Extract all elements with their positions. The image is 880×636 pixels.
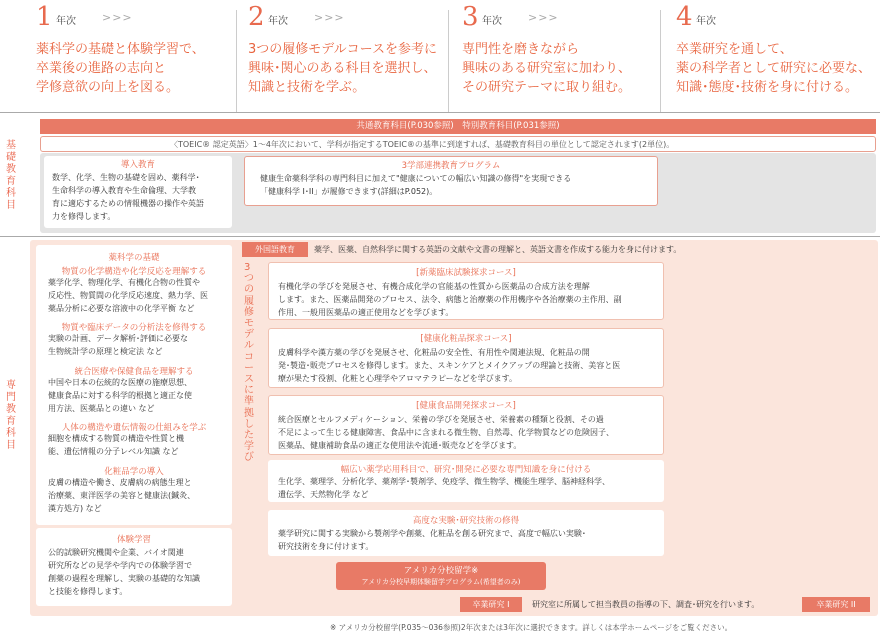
course-title: [新薬臨床試験探求コース] — [416, 268, 516, 278]
left-item-title: 人体の構造や遺伝情報の仕組みを学ぶ — [61, 423, 207, 433]
divider — [660, 10, 661, 112]
course-body: 有機化学の学びを発展させ、有機合成化学の官能基の性質から医薬品の合成方法を理解 します。また、医薬品開発のプロセス、法令、病態と治療薬の作用機序や各治療薬の主作用、副 作用、一般用医薬品の適正使用などを学びます。 — [278, 282, 622, 317]
year-description: 3つの履修モデルコースを参考に 興味･関心のある科目を選択し、 知識と技術を学ぶ。 — [248, 42, 437, 95]
year-description: 卒業研究を通して、 薬の科学者として研究に必要な、 知識･態度･技術を身に付ける。 — [676, 42, 872, 95]
left-item-title: 統合医療や保健食品を理解する — [74, 367, 194, 377]
year-suffix: 年次 — [56, 16, 76, 27]
year-1 — [36, 0, 236, 112]
toeic-text: 〈TOEIC® 認定英語〉1〜4年次において、学科が指定するTOEIC®の基準に到達すれば、基礎教育科目の単位として認定されます(2単位)。 — [170, 140, 675, 149]
year-3 — [462, 0, 662, 112]
divider — [448, 10, 449, 112]
year-suffix: 年次 — [268, 16, 288, 27]
divider — [236, 10, 237, 112]
applied-subjects-title: 幅広い薬学応用科目で、研究･開発に必要な専門知識を身に付ける — [340, 465, 592, 475]
year-description: 専門性を磨きながら 興味のある研究室に加わり、 その研究テーマに取り組む。 — [462, 42, 632, 95]
course-body: 皮膚科学や漢方薬の学びを発展させ、化粧品の安全性、有用性や関連法規、化粧品の開 発･製造･販売プロセスを修得します。また、スキンケアとメイクアップの理論と技術、美容と医 療が果たす役割、化粧と心理学やアロマテラピーなどを学びます。 — [278, 348, 621, 383]
left-item-title: 物質や臨床データの分析法を修得する — [61, 323, 207, 333]
year-2 — [248, 0, 448, 112]
left-item-body: 皮膚の構造や働き、皮膚病の病態生理と 治療薬、東洋医学の美容と健康法(鍼灸、 漢方処方) など — [48, 478, 196, 513]
experience-body: 公的試験研究機関や企業、バイオ関連 研究所などの見学や学内での体験学習で 創薬の過程を理解し、実験の基礎的な知識 と技能を修得します。 — [48, 548, 200, 596]
common-courses-bar: 共通教育科目(P.030参照) 特別教育科目(P.031参照) — [40, 119, 876, 134]
graduation-research-2-badge: 卒業研究 II — [802, 597, 870, 612]
intro-title: 導入教育 — [120, 160, 155, 170]
divider — [0, 236, 880, 237]
left-item-body: 細胞を構成する物質の構造や性質と機 能、遺伝情報の分子レベル知識 など — [48, 434, 184, 456]
left-item-body: 中国や日本の伝統的な医療の施療思想、 健康食品に対する科学的根拠と適正な使 用方法、医薬品との違い など — [48, 378, 192, 413]
arrow-icon: >>> — [314, 11, 345, 24]
left-item-body: 実験の計画、データ解析･評価に必要な 生物統計学の原理と検定法 など — [48, 334, 188, 356]
left-item-body: 薬学化学、物理化学、有機化合物の性質や 反応性、物質間の化学反応速度、熱力学、医 薬品分析に必要な溶液中の化学平衡 など — [48, 278, 208, 313]
footnote: ※ アメリカ分校留学(P.035〜036参照)2年次または3年次に選択できます。詳しくは本学ホームページをご覧ください。 — [330, 623, 733, 632]
course-title: [健康化粧品探求コース] — [420, 334, 512, 344]
foreign-language-badge: 外国語教育 — [242, 242, 308, 257]
us-campus-title: アメリカ分校留学※ — [403, 566, 479, 576]
year-number: 1 — [36, 2, 53, 32]
applied-subjects-body: 生化学、薬理学、分析化学、薬剤学･製剤学、免疫学、微生物学、機能生理学、脳神経科学、 遺伝学、天然物化学 など — [278, 477, 610, 499]
divider — [0, 112, 880, 113]
tri-faculty-body: 健康生命薬科学科の専門科目に加えて"健康についての幅広い知識の修得"を実現できる 「健康科学 I･II」が履修できます(詳細はP.052)。 — [260, 174, 572, 196]
left-basics-title: 薬科学の基礎 — [108, 253, 160, 263]
year-number: 3 — [462, 2, 479, 32]
left-item-title: 物質の化学構造や化学反応を理解する — [61, 267, 207, 277]
side-label-specialized: 専門教育科目 — [6, 380, 16, 451]
graduation-research-1-badge: 卒業研究 I — [460, 597, 522, 612]
advanced-lab-body: 薬学研究に関する実験から製剤学や創薬、化粧品を創る研究まで、高度で幅広い実験･ 研究技術を身に付けます。 — [278, 529, 586, 551]
year-number: 4 — [676, 2, 693, 32]
us-campus-sub: アメリカ分校早期体験留学プログラム(希望者のみ) — [361, 578, 521, 586]
graduation-research-text: 研究室に所属して担当教員の指導の下、調査･研究を行います。 — [532, 600, 760, 609]
side-label-basic: 基礎教育科目 — [6, 140, 16, 211]
year-suffix: 年次 — [696, 16, 716, 27]
advanced-lab-title: 高度な実験･研究技術の修得 — [412, 516, 520, 526]
left-item-title: 化粧品学の導入 — [104, 467, 164, 477]
arrow-icon: >>> — [528, 11, 559, 24]
year-number: 2 — [248, 2, 265, 32]
vertical-label: 3つの履修モデルコースに準拠した学び — [244, 262, 254, 464]
experience-title: 体験学習 — [116, 535, 151, 545]
intro-body: 数学、化学、生物の基礎を固め、薬科学･ 生命科学の導入教育や生命倫理、大学教 育に適応するための情報機器の操作や英語 力を修得します。 — [52, 173, 204, 221]
year-suffix: 年次 — [482, 16, 502, 27]
tri-faculty-title: 3学部連携教育プログラム — [401, 161, 501, 171]
course-body: 統合医療とセルフメディケーション、栄養の学びを発展させ、栄養素の種類と役割、その過 不足によって生じる健康障害、食品中に含まれる微生物、自然毒、化学物質などの危険因子、 医薬品、健康補助食品の適正な使用法や流通･販売などを学びます。 — [278, 415, 614, 450]
arrow-icon: >>> — [102, 11, 133, 24]
foreign-language-text: 薬学、医薬、自然科学に関する英語の文献や文書の理解と、英語文書を作成する能力を身に付けます。 — [314, 245, 682, 254]
year-description: 薬科学の基礎と体験学習で、 卒業後の進路の志向と 学修意欲の向上を図る。 — [36, 42, 205, 95]
year-4 — [676, 0, 880, 112]
course-title: [健康食品開発探求コース] — [416, 401, 516, 411]
